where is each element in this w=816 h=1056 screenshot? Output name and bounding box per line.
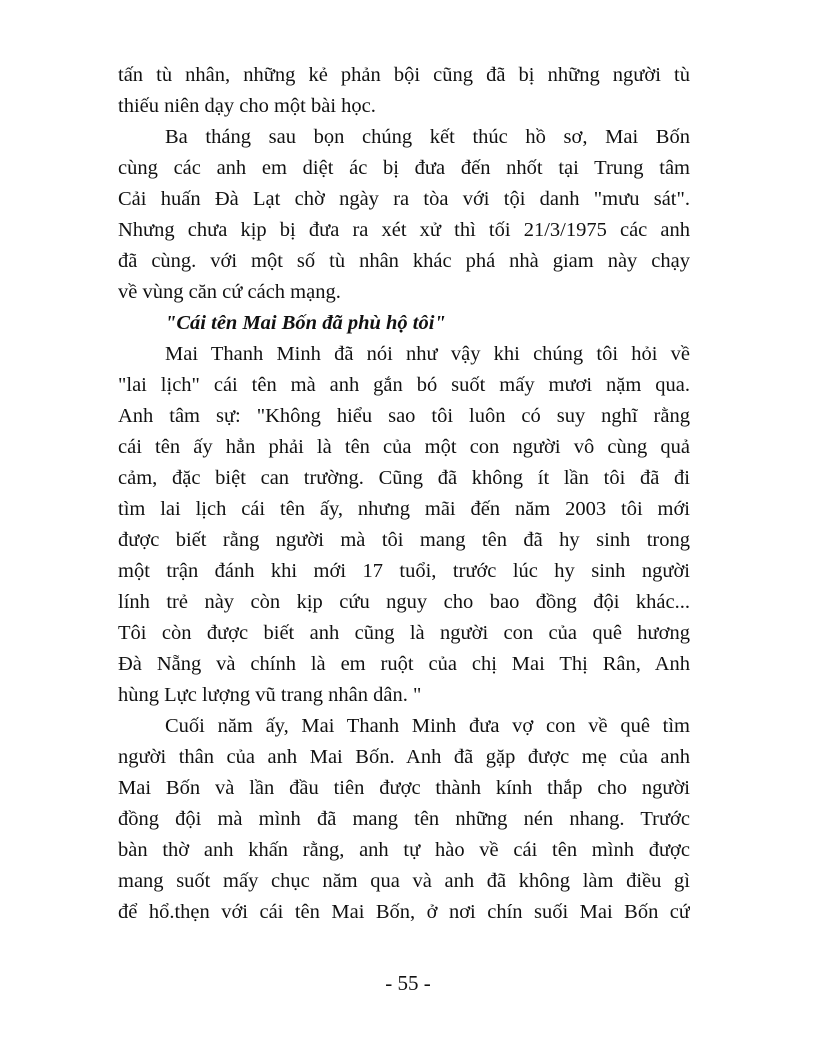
text-line: để hổ.thẹn với cái tên Mai Bốn, ở nơi chín suối Mai Bốn cứ — [118, 901, 690, 923]
text-line: Ba tháng sau bọn chúng kết thúc hồ sơ, Mai Bốn — [165, 126, 690, 148]
text-line: Đà Nẵng và chính là em ruột của chị Mai Thị Rân, Anh — [118, 653, 690, 675]
text-line: Cuối năm ấy, Mai Thanh Minh đưa vợ con về quê tìm — [165, 715, 690, 737]
text-line: Mai Bốn và lần đầu tiên được thành kính thắp cho người — [118, 777, 690, 799]
text-line: cái tên ấy hẳn phải là tên của một con người vô cùng quả — [118, 436, 690, 458]
text-line: về vùng căn cứ cách mạng. — [118, 281, 341, 303]
text-line: cùng các anh em diệt ác bị đưa đến nhốt tại Trung tâm — [118, 157, 690, 179]
text-line: thiếu niên dạy cho một bài học. — [118, 95, 376, 117]
text-line: Tôi còn được biết anh cũng là người con của quê hương — [118, 622, 690, 644]
text-line: đồng đội mà mình đã mang tên những nén nhang. Trước — [118, 808, 690, 830]
text-line: "lai lịch" cái tên mà anh gắn bó suốt mấy mươi nặm qua. — [118, 374, 690, 396]
text-line: lính trẻ này còn kịp cứu nguy cho bao đồng đội khác... — [118, 591, 690, 613]
text-line: Mai Thanh Minh đã nói như vậy khi chúng tôi hỏi về — [165, 343, 690, 365]
text-line: Nhưng chưa kịp bị đưa ra xét xử thì tối 21/3/1975 các anh — [118, 219, 690, 241]
section-heading: "Cái tên Mai Bốn đã phù hộ tôi" — [165, 312, 446, 334]
text-line: bàn thờ anh khấn rằng, anh tự hào về cái tên mình được — [118, 839, 690, 861]
text-line: hùng Lực lượng vũ trang nhân dân. " — [118, 684, 422, 706]
text-line: Cải huấn Đà Lạt chờ ngày ra tòa với tội danh "mưu sát". — [118, 188, 690, 210]
page-number: - 55 - — [385, 971, 431, 995]
text-line: người thân của anh Mai Bốn. Anh đã gặp được mẹ của anh — [118, 746, 690, 768]
text-line: được biết rằng người mà tôi mang tên đã hy sinh trong — [118, 529, 690, 551]
text-line: cảm, đặc biệt can trường. Cũng đã không ít lần tôi đã đi — [118, 467, 690, 489]
text-line: Anh tâm sự: "Không hiểu sao tôi luôn có suy nghĩ rằng — [118, 405, 690, 427]
text-line: một trận đánh khi mới 17 tuổi, trước lúc hy sinh người — [118, 560, 690, 582]
text-line: đã cùng. với một số tù nhân khác phá nhà giam này chạy — [118, 250, 690, 272]
text-line: tìm lai lịch cái tên ấy, nhưng mãi đến năm 2003 tôi mới — [118, 498, 690, 520]
text-line: tấn tù nhân, những kẻ phản bội cũng đã bị những người tù — [118, 64, 690, 86]
text-line: mang suốt mấy chục năm qua và anh đã không làm điều gì — [118, 870, 690, 892]
page-body-text — [118, 60, 690, 928]
